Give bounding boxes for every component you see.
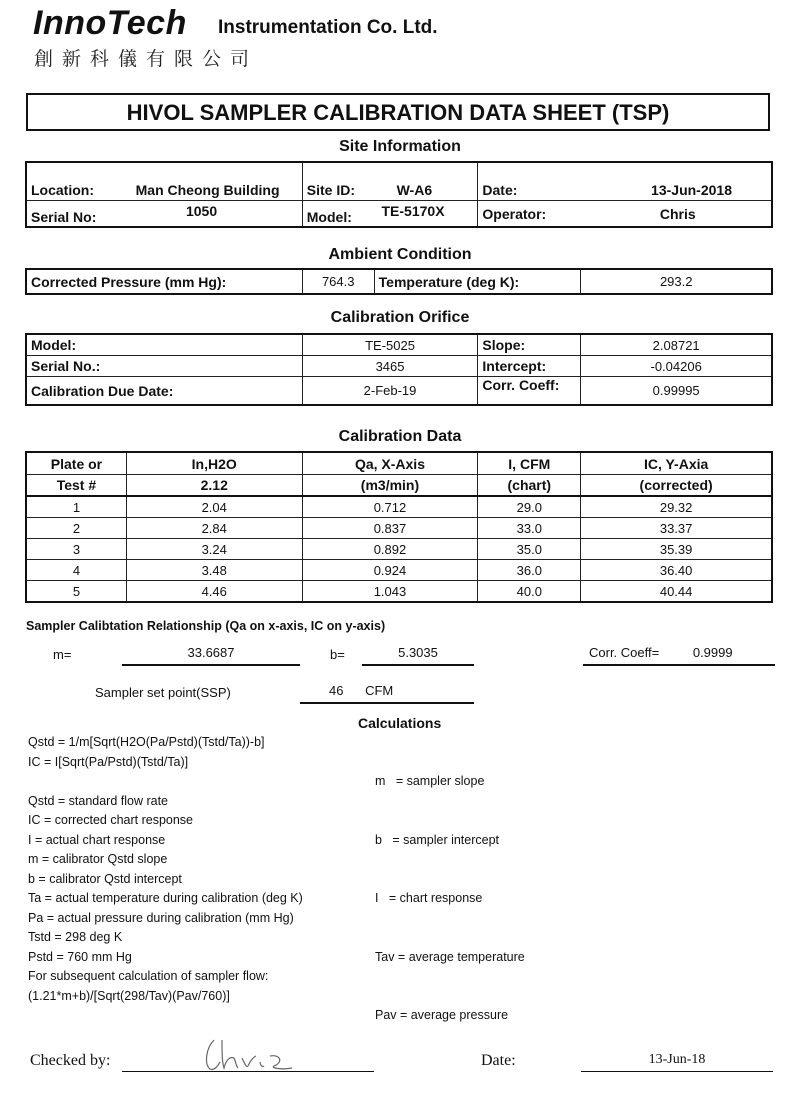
ssp-unit: CFM xyxy=(365,683,394,698)
formula-sampler-flow: (1.21*m+b)/[Sqrt(298/Tav)(Pav/760)] xyxy=(28,988,230,1003)
serial-value: 1050 xyxy=(185,202,218,219)
cell-qa: 0.712 xyxy=(302,496,478,518)
slope-value: 2.08721 xyxy=(581,335,772,356)
ambient-condition-heading: Ambient Condition xyxy=(328,246,472,263)
slope-label: Slope: xyxy=(478,335,581,356)
cell-h2o: 3.48 xyxy=(126,560,302,581)
table-subheader-row xyxy=(27,475,772,497)
cell-h2o: 3.24 xyxy=(126,539,302,560)
signature-icon xyxy=(200,1034,300,1074)
cell-h2o: 2.84 xyxy=(126,518,302,539)
table-header-row xyxy=(27,453,772,475)
def-ta: Ta = actual temperature during calibration (deg K) xyxy=(28,891,303,905)
serial-cell xyxy=(27,201,303,227)
m-label: m= xyxy=(53,647,72,662)
cell-test: 3 xyxy=(27,539,127,560)
def-tstd: Tstd = 298 deg K xyxy=(28,930,123,944)
signature xyxy=(200,1034,300,1074)
pressure-label: Corrected Pressure (mm Hg): xyxy=(27,270,303,294)
site-information-table xyxy=(26,162,772,227)
def-chart-response: I = chart response xyxy=(375,891,483,905)
corr-label: Corr. Coeff= xyxy=(589,645,660,660)
b-label: b= xyxy=(330,647,345,662)
cell-ic: 36.40 xyxy=(581,560,772,581)
model-cell xyxy=(302,201,478,227)
calculation-notes-right xyxy=(375,733,595,1045)
col-subheader-ic: (corrected) xyxy=(581,475,772,497)
calculation-notes-left xyxy=(28,733,368,1006)
site-id-value: W-A6 xyxy=(396,182,433,198)
col-header-h2o: In,H2O xyxy=(126,453,302,475)
col-header-i: I, CFM xyxy=(478,453,581,475)
location-value: Man Cheong Building xyxy=(135,182,280,198)
calculations-heading: Calculations xyxy=(358,715,442,731)
ambient-condition-table xyxy=(26,269,772,294)
footer-date-label: Date: xyxy=(481,1052,516,1069)
table-row xyxy=(27,560,772,581)
ssp-value: 46 xyxy=(329,683,344,698)
cell-qa: 0.892 xyxy=(302,539,478,560)
col-subheader-test: Test # xyxy=(27,475,127,497)
orifice-model-value: TE-5025 xyxy=(302,335,478,356)
cell-ic: 29.32 xyxy=(581,496,772,518)
corr-field xyxy=(583,645,775,666)
cell-ic: 35.39 xyxy=(581,539,772,560)
cell-i: 29.0 xyxy=(478,496,581,518)
ssp-field xyxy=(300,683,474,704)
cell-qa: 0.924 xyxy=(302,560,478,581)
site-information-heading: Site Information xyxy=(339,138,461,155)
col-header-test: Plate or xyxy=(27,453,127,475)
orifice-corr-value: 0.99995 xyxy=(581,377,772,405)
def-tav: Tav = average temperature xyxy=(375,949,525,964)
m-value: 33.6687 xyxy=(122,645,300,666)
def-sampler-intercept: b = sampler intercept xyxy=(375,832,500,847)
cell-test: 5 xyxy=(27,581,127,602)
def-pa: Pa = actual pressure during calibration (mm Hg) xyxy=(28,910,294,925)
cell-i: 36.0 xyxy=(478,560,581,581)
table-row xyxy=(27,496,772,518)
operator-label: Operator: xyxy=(482,205,547,222)
def-pstd: Pstd = 760 mm Hg xyxy=(28,949,132,964)
calibration-data-heading: Calibration Data xyxy=(338,428,462,445)
checked-by-label: Checked by: xyxy=(30,1052,111,1069)
corr-value: 0.9999 xyxy=(692,645,733,660)
model-value: TE-5170X xyxy=(381,202,445,219)
brand-logo: InnoTech xyxy=(33,4,187,42)
cell-test: 1 xyxy=(27,496,127,518)
col-header-ic: IC, Y-Axia xyxy=(581,453,772,475)
def-sampler-slope: m = sampler slope xyxy=(375,774,485,788)
calibration-orifice-heading: Calibration Orifice xyxy=(330,309,470,326)
pressure-value: 764.3 xyxy=(302,270,374,294)
location-label: Location: xyxy=(31,182,94,198)
cell-test: 2 xyxy=(27,518,127,539)
relationship-heading: Sampler Calibtation Relationship (Qa on x-axis, IC on y-axis) xyxy=(26,619,386,633)
def-ic: IC = corrected chart response xyxy=(28,813,194,827)
location-cell xyxy=(27,163,303,201)
spacer xyxy=(28,772,368,792)
date-cell xyxy=(478,163,772,201)
intercept-label: Intercept: xyxy=(478,356,581,377)
cell-i: 40.0 xyxy=(478,581,581,602)
col-subheader-qa: (m3/min) xyxy=(302,475,478,497)
col-subheader-h2o: 2.12 xyxy=(126,475,302,497)
orifice-model-label: Model: xyxy=(27,335,303,356)
cell-ic: 40.44 xyxy=(581,581,772,602)
model-label: Model: xyxy=(306,208,352,225)
table-row xyxy=(27,539,772,560)
orifice-serial-value: 3465 xyxy=(302,356,478,377)
formula-qstd: Qstd = 1/m[Sqrt(H2O(Pa/Pstd)(Tstd/Ta))-b] xyxy=(28,735,265,749)
due-date-label: Calibration Due Date: xyxy=(27,377,303,405)
due-date-value: 2-Feb-19 xyxy=(302,377,478,405)
site-id-label: Site ID: xyxy=(306,182,355,198)
document-title: HIVOL SAMPLER CALIBRATION DATA SHEET (TSP) xyxy=(26,93,770,131)
intercept-value: -0.04206 xyxy=(581,356,772,377)
temperature-value: 293.2 xyxy=(581,270,772,294)
def-b: b = calibrator Qstd intercept xyxy=(28,871,182,886)
temperature-label: Temperature (deg K): xyxy=(374,270,581,294)
orifice-corr-label: Corr. Coeff: xyxy=(478,377,581,405)
company-name: Instrumentation Co. Ltd. xyxy=(218,17,438,38)
operator-cell xyxy=(478,201,772,227)
ssp-label: Sampler set point(SSP) xyxy=(95,685,231,700)
subsequent-note: For subsequent calculation of sampler flow: xyxy=(28,969,269,983)
calibration-orifice-table xyxy=(26,334,772,405)
def-m: m = calibrator Qstd slope xyxy=(28,852,168,866)
cell-qa: 0.837 xyxy=(302,518,478,539)
col-header-qa: Qa, X-Axis xyxy=(302,453,478,475)
company-name-chinese: 創新科儀有限公司 xyxy=(34,48,259,70)
cell-h2o: 4.46 xyxy=(126,581,302,602)
def-pav: Pav = average pressure xyxy=(375,1008,509,1022)
footer-date-value: 13-Jun-18 xyxy=(581,1052,773,1072)
date-label: Date: xyxy=(482,182,518,198)
cell-qa: 1.043 xyxy=(302,581,478,602)
b-value: 5.3035 xyxy=(362,645,474,666)
col-subheader-i: (chart) xyxy=(478,475,581,497)
calibration-data-table xyxy=(26,452,772,602)
def-qstd: Qstd = standard flow rate xyxy=(28,793,169,808)
date-value: 13-Jun-2018 xyxy=(651,182,732,198)
table-row xyxy=(27,518,772,539)
serial-label: Serial No: xyxy=(31,208,97,225)
operator-value: Chris xyxy=(659,205,696,222)
formula-ic: IC = I[Sqrt(Pa/Pstd)(Tstd/Ta)] xyxy=(28,754,189,769)
table-row xyxy=(27,581,772,602)
cell-i: 33.0 xyxy=(478,518,581,539)
cell-h2o: 2.04 xyxy=(126,496,302,518)
site-id-cell xyxy=(302,163,478,201)
cell-i: 35.0 xyxy=(478,539,581,560)
cell-test: 4 xyxy=(27,560,127,581)
cell-ic: 33.37 xyxy=(581,518,772,539)
orifice-serial-label: Serial No.: xyxy=(27,356,303,377)
def-i: I = actual chart response xyxy=(28,832,166,847)
